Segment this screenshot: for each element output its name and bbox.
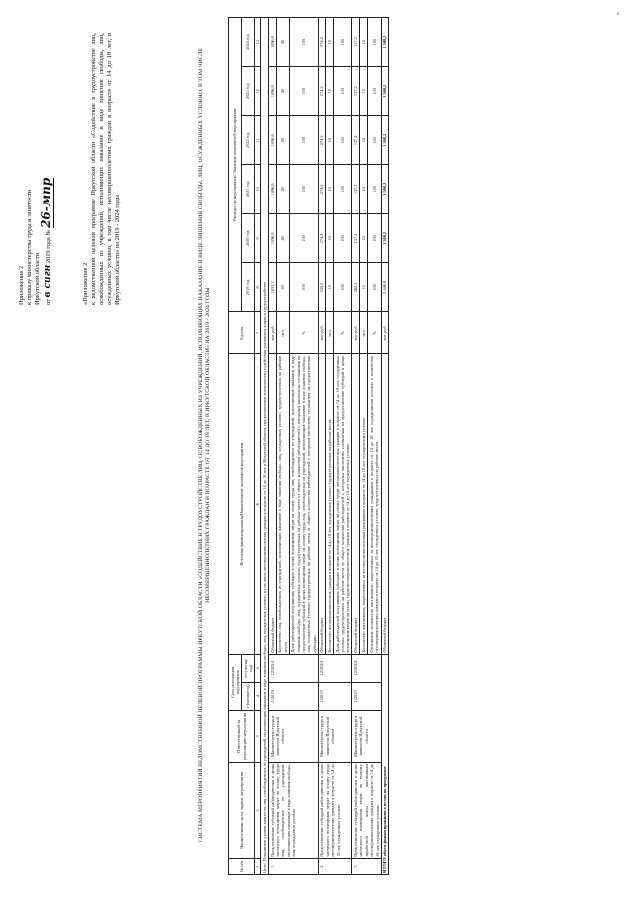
col-year: 2024 год	[242, 18, 255, 67]
col-exec: Ответственный за реализацию мероприятия	[229, 710, 255, 762]
cell-value: 100	[368, 263, 382, 312]
cell-value: 100	[368, 18, 382, 67]
cell-value: 15	[326, 263, 334, 312]
col-name: Наименование цели, задачи, мероприятия	[229, 762, 255, 858]
row-exec: Министерство труда и занятости Иркутской области	[352, 710, 381, 762]
handwritten-number: 26-мпр	[39, 177, 53, 228]
cell-value: 274,2	[318, 214, 326, 263]
cell-value: 100	[368, 116, 382, 165]
col-year: 2021 год	[242, 165, 255, 214]
handwritten-date: в сигн	[43, 264, 53, 298]
cell-value: 10	[326, 214, 334, 263]
table-row	[318, 18, 326, 875]
line-text: Областной бюджет	[318, 354, 326, 654]
row-name: Предоставление субсидий работодателям в целях частичного возмещения затрат на выплату заработной платы наставникам несовершеннолетних граждан в возрасте от 14 до 18 лет, осужденных условно	[353, 764, 380, 857]
total-value: 1 508,2	[381, 67, 389, 116]
header-row-1	[229, 18, 242, 875]
cell-value: 40	[276, 67, 289, 116]
cell-value: 10	[360, 165, 368, 214]
cell-value: 10	[360, 18, 368, 67]
appendix-label: Приложение 2	[18, 265, 25, 305]
cell-value: 100	[289, 214, 318, 263]
cell-value: 100	[289, 116, 318, 165]
line-unit: тыс.руб.	[318, 312, 326, 354]
cell-value: 1096,8	[269, 165, 277, 214]
cell-value: 10	[360, 116, 368, 165]
row-name: Предоставление субсидий работодателям в целях частичного возмещения затрат на оплату труда несовершеннолетних граждан в возрасте от 14 до 18 лет, осужденных условно	[318, 762, 352, 858]
row-num: 2	[318, 858, 352, 874]
row-num: 3	[352, 858, 381, 874]
col-year: 2022 год	[242, 116, 255, 165]
line-unit: чел.	[276, 312, 289, 354]
col-num: № п/п	[229, 858, 255, 874]
cell-value: 100	[289, 67, 318, 116]
line-text: Доля работодателей получивших субсидии в целях возмещения затрат на оплату труда лиц, освобожденных из учреждений, исполняющих наказание в виде лишения свободы, лиц, осужденных условно, трудоустроенных на рабочие места от общего количества работодателей с которыми заключены соглашения на предоставление субсидий в целях возмещения затрат на оплату труда лиц, освобожденных из учреждений, исполняющих наказание в виде лишения свободы, лиц, осужденных условно, трудоустроенных на рабочие места от общего количества работодателей с которыми заключены соглашения на предоставление субсидии	[290, 355, 317, 653]
cell-value: 100	[334, 67, 352, 116]
cell-value: 274,2	[318, 116, 326, 165]
line-unit: чел.	[326, 312, 334, 354]
cell-value: 10	[326, 67, 334, 116]
line-unit: тыс.руб.	[269, 312, 277, 354]
cell-value: 100	[334, 18, 352, 67]
total-value: 1 508,2	[381, 116, 389, 165]
cell-value: 100	[289, 18, 318, 67]
line-text: Количество лиц, освобожденных из учреждений, исполняющих наказание в виде лишения свободы, лиц, осужденных условно, трудоустроенных на рабочие места	[277, 355, 288, 653]
program-header	[82, 33, 122, 305]
total-value: 2 446,8	[381, 263, 389, 312]
cell-value: 40	[276, 116, 289, 165]
line-text: Доля работодателей получивших субсидию в целях возмещения затрат на оплату труда несовершеннолетних граждан в возрасте от 14 до 18 лет, осужденных условно, трудоустроенных на рабочие места от общего количества работодателей с которыми заключены соглашения на предоставление субсидий в целях возмещения затрат на оплату труда несовершеннолетних граждан в возрасте от 14 до 18 лет, осужденных условно	[334, 355, 351, 653]
cell-value: 100	[289, 263, 318, 312]
col-year: 2020 год	[242, 214, 255, 263]
table-row	[269, 18, 277, 875]
cell-value: 100	[334, 116, 352, 165]
row-exec: Министерство труда и занятости Иркутской области	[269, 710, 319, 762]
line-unit: %	[289, 312, 318, 354]
cell-value: 100	[334, 214, 352, 263]
col-unit: Ед.изм.	[229, 312, 255, 354]
col-year: 2023 год	[242, 67, 255, 116]
col-to: по (месяц/год)	[242, 654, 255, 682]
col-from: с (месяц/год)	[242, 682, 255, 710]
closing-quote: ».	[616, 11, 621, 15]
row-to: 12/2024	[352, 654, 381, 682]
cell-value: 100	[334, 165, 352, 214]
cell-value: 40	[276, 214, 289, 263]
cell-value: 1653,3	[269, 263, 277, 312]
cell-value: 1096,8	[269, 214, 277, 263]
cell-value: 10	[326, 18, 334, 67]
col-source: Источник финансирования/Наименование показателя мероприятия	[229, 354, 255, 654]
cell-value: 137,2	[352, 116, 360, 165]
line-unit: чел.	[360, 312, 368, 354]
total-row	[381, 18, 389, 875]
goal-text: Цель: Повышение уровня занятости лиц, освобожденных из учреждений, исполняющих наказание в виде лишения свободы, лиц, осужденных условно, в том числе несовершеннолетних граждан в возрасте от 14 до 18 лет, в Иркутской области, предоставление возможности содействия указанным лицам в трудоустройстве	[261, 18, 269, 875]
table-row	[352, 18, 360, 875]
column-numbers-row: 1 2 3 4 5 6 7 8 9 10 11 12 13	[255, 18, 261, 875]
cell-value: 10	[326, 165, 334, 214]
cell-value: 100	[334, 263, 352, 312]
row-from: 1/2019	[269, 682, 319, 710]
line-text: Областной бюджет	[269, 354, 277, 654]
cell-value: 10	[360, 67, 368, 116]
total-value: 1 508,2	[381, 165, 389, 214]
line-text: Количество наставников, закрепленных за несовершеннолетними гражданами в возрасте от 14 до 18 лет, осужденными условно	[360, 354, 368, 654]
cell-value: 137,2	[352, 18, 360, 67]
region-line: Иркутской области	[34, 252, 41, 305]
col-year: 2019 год	[242, 263, 255, 312]
cell-value: 274,2	[318, 67, 326, 116]
row-to: 12/2024	[318, 654, 352, 682]
total-value: 1 508,2	[381, 214, 389, 263]
sub-appendix-label: «Приложение 2	[82, 262, 89, 305]
cell-value: 100	[368, 214, 382, 263]
cell-value: 137,2	[352, 165, 360, 214]
cell-value: 274,2	[318, 165, 326, 214]
row-to: 12/2024	[269, 654, 319, 682]
row-from: 1/2019	[318, 682, 352, 710]
cell-value: 262,5	[352, 263, 360, 312]
total-value: 1 508,2	[381, 18, 389, 67]
col-expenses: Расходы на мероприятие/ Значения показателей мероприятия	[229, 18, 242, 312]
line-unit: тыс.руб.	[352, 312, 360, 354]
cell-value: 40	[276, 165, 289, 214]
order-header	[18, 105, 53, 305]
col-term: Срок реализации мероприятия	[229, 654, 242, 710]
cell-value: 1096,8	[269, 67, 277, 116]
cell-value: 10	[360, 214, 368, 263]
cell-value: 535,0	[318, 263, 326, 312]
cell-value: 100	[368, 67, 382, 116]
total-source: Областной бюджет	[381, 354, 389, 654]
row-exec: Министерство труда и занятости Иркутской области	[318, 710, 352, 762]
line-unit: %	[368, 312, 382, 354]
line-text: Областной бюджет	[352, 354, 360, 654]
cell-value: 1096,8	[269, 116, 277, 165]
document-title: СИСТЕМА МЕРОПРИЯТИЙ ВЕДОМСТВЕННОЙ ЦЕЛЕВОЙ ПРОГРАММЫ ИРКУТСКОЙ ОБЛАСТИ «СОДЕЙСТВИЕ В ТРУДОУСТРОЙСТВЕ ЛИЦ, ОСВОБОЖДЕННЫХ ИЗ УЧРЕЖДЕНИЙ, ИСПОЛНЯЮЩИХ НАКАЗАНИЕ В ВИДЕ ЛИШЕНИЯ СВОБОДЫ, ЛИЦ, ОСУЖДЕННЫХ УСЛОВНО, В ТОМ ЧИСЛЕ НЕСОВЕРШЕННОЛЕТНИХ ГРАЖДАН В ВОЗРАСТЕ ОТ 14 ДО 18 ЛЕТ, В ИРКУТСКОЙ ОБЛАСТИ» НА 2019 - 2024 ГОДЫ	[198, 47, 212, 843]
cell-value: 137,2	[352, 67, 360, 116]
order-date-line: от в сигн 2019 года № 26-мпр	[39, 177, 53, 305]
line-unit: %	[334, 312, 352, 354]
cell-value: 137,2	[352, 214, 360, 263]
sub-appendix-text: к ведомственной целевой программе Иркутской области «Содействие в трудоустройстве лиц, освобожденных из учреждений, исполняющих наказание в виде лишения свободы, лиц, осужденных условно, в том числе несовершеннолетних граждан в возрасте от 14 до 18 лет, в Иркутской области» на 2019 - 2024 годы	[90, 33, 121, 305]
line-text: Отношение количества наставников, закрепленных за несовершеннолетними гражданами в возрасте от 14 до 18 лет, осужденными условно к количеству несовершеннолетних граждан в возрасте от 14 до 18 лет, осужденных условно, трудоустроенных на рабочие места	[368, 355, 380, 653]
cell-value: 1096,8	[269, 18, 277, 67]
total-unit: тыс.руб.	[381, 312, 389, 354]
cell-value: 50	[276, 263, 289, 312]
cell-value: 100	[289, 165, 318, 214]
cell-value: 40	[276, 18, 289, 67]
line-text: Количество несовершеннолетних граждан в возрасте от 14 до 18 лет, осужденных условно, трудоустроенных на рабочие места	[326, 354, 334, 654]
total-label: ИТОГО объем финансирования в целом по программе	[381, 654, 389, 874]
order-line: к приказу министерства труда и занятости	[26, 189, 33, 305]
row-from: 1/2019	[352, 682, 381, 710]
measures-table	[228, 17, 389, 875]
cell-value: 10	[326, 116, 334, 165]
cell-value: 100	[368, 165, 382, 214]
cell-value: 274,2	[318, 18, 326, 67]
cell-value: 15	[360, 263, 368, 312]
row-num: 1	[269, 858, 319, 874]
row-name: Предоставление субсидий работодателям в целях частичного возмещения затрат на оплату труда лиц, освобожденных из учреждений, исполняющих наказание в виде лишения свободы, лиц, осужденных условно	[269, 762, 319, 858]
goal-row	[261, 18, 269, 875]
